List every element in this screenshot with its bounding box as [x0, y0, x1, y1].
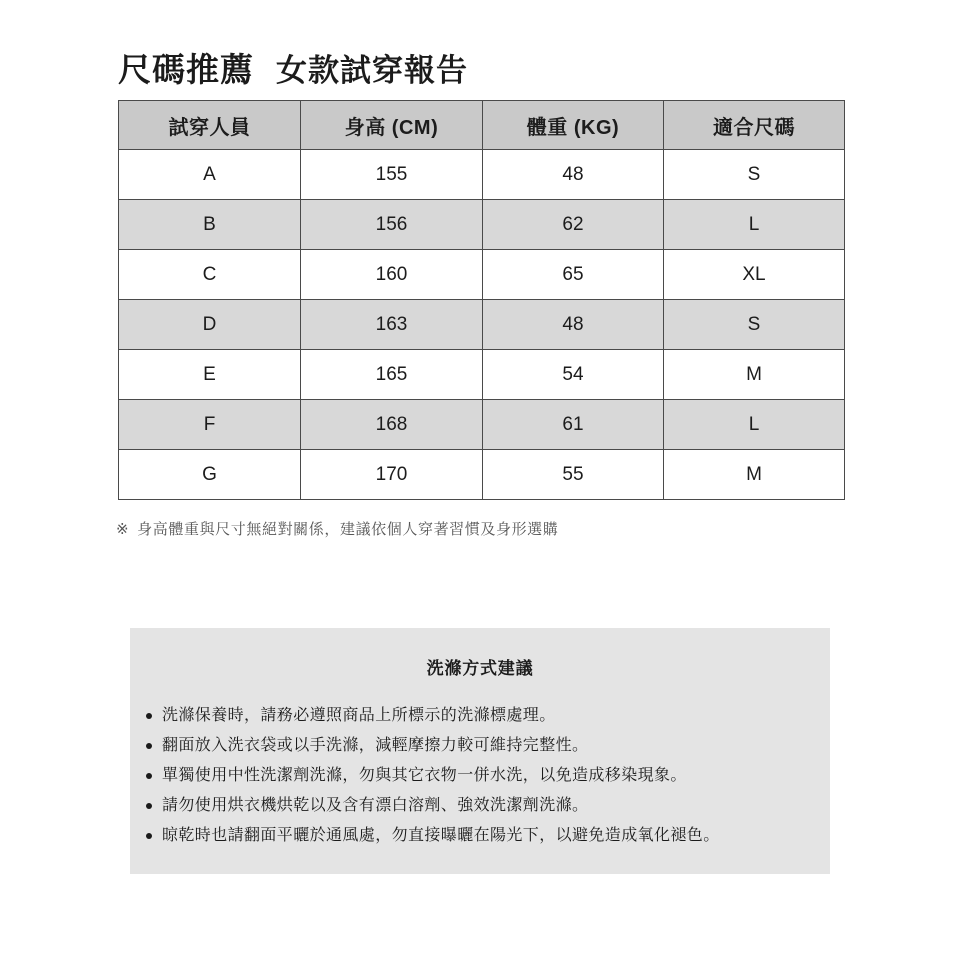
- list-item-text: 請勿使用烘衣機烘乾以及含有漂白溶劑、強效洗潔劑洗滌。: [162, 797, 589, 814]
- table-header-row: [119, 101, 845, 150]
- column-header-person: 試穿人員: [119, 101, 301, 150]
- table-row: [119, 400, 845, 450]
- cell-weight: 65: [483, 250, 664, 300]
- page-title: [118, 44, 468, 91]
- cell-height: 163: [301, 300, 483, 350]
- cell-size: XL: [664, 250, 845, 300]
- list-item-text: 翻面放入洗衣袋或以手洗滌，減輕摩擦力較可維持完整性。: [162, 737, 589, 754]
- cell-height: 155: [301, 150, 483, 200]
- wash-care-list: [130, 679, 830, 851]
- cell-height: 160: [301, 250, 483, 300]
- cell-person: G: [119, 450, 301, 500]
- cell-size: M: [664, 350, 845, 400]
- column-header-weight: 體重 (KG): [483, 101, 664, 150]
- list-item: [144, 761, 830, 791]
- table-row: [119, 300, 845, 350]
- list-item: [144, 791, 830, 821]
- bullet-icon: [146, 773, 152, 779]
- note-text: 身高體重與尺寸無絕對關係，建議依個人穿著習慣及身形選購: [137, 521, 559, 538]
- list-item: [144, 821, 830, 851]
- size-note: [116, 518, 558, 539]
- table-row: [119, 450, 845, 500]
- cell-weight: 54: [483, 350, 664, 400]
- cell-height: 168: [301, 400, 483, 450]
- bullet-icon: [146, 803, 152, 809]
- table-row: [119, 250, 845, 300]
- cell-person: A: [119, 150, 301, 200]
- list-item: [144, 701, 830, 731]
- page-title-main: 尺碼推薦: [118, 51, 254, 88]
- wash-care-panel: [130, 628, 830, 874]
- cell-person: D: [119, 300, 301, 350]
- cell-person: F: [119, 400, 301, 450]
- bullet-icon: [146, 713, 152, 719]
- column-header-height: 身高 (CM): [301, 101, 483, 150]
- table-row: [119, 350, 845, 400]
- cell-size: L: [664, 200, 845, 250]
- cell-size: S: [664, 300, 845, 350]
- page-title-sub: 女款試穿報告: [276, 53, 468, 88]
- list-item-text: 單獨使用中性洗潔劑洗滌，勿與其它衣物一併水洗，以免造成移染現象。: [162, 767, 687, 784]
- cell-size: S: [664, 150, 845, 200]
- bullet-icon: [146, 743, 152, 749]
- cell-height: 165: [301, 350, 483, 400]
- cell-height: 156: [301, 200, 483, 250]
- cell-weight: 61: [483, 400, 664, 450]
- table-row: [119, 150, 845, 200]
- cell-person: C: [119, 250, 301, 300]
- bullet-icon: [146, 833, 152, 839]
- cell-size: L: [664, 400, 845, 450]
- list-item-text: 晾乾時也請翻面平曬於通風處，勿直接曝曬在陽光下，以避免造成氧化褪色。: [162, 827, 720, 844]
- cell-height: 170: [301, 450, 483, 500]
- size-recommendation-table: [118, 100, 845, 500]
- wash-care-title: 洗滌方式建議: [426, 659, 534, 678]
- cell-weight: 48: [483, 150, 664, 200]
- cell-size: M: [664, 450, 845, 500]
- cell-weight: 48: [483, 300, 664, 350]
- cell-weight: 55: [483, 450, 664, 500]
- cell-person: E: [119, 350, 301, 400]
- column-header-size: 適合尺碼: [664, 101, 845, 150]
- table-row: [119, 200, 845, 250]
- cell-person: B: [119, 200, 301, 250]
- list-item: [144, 731, 830, 761]
- note-mark-icon: ※: [116, 521, 130, 538]
- cell-weight: 62: [483, 200, 664, 250]
- list-item-text: 洗滌保養時，請務必遵照商品上所標示的洗滌標處理。: [162, 707, 556, 724]
